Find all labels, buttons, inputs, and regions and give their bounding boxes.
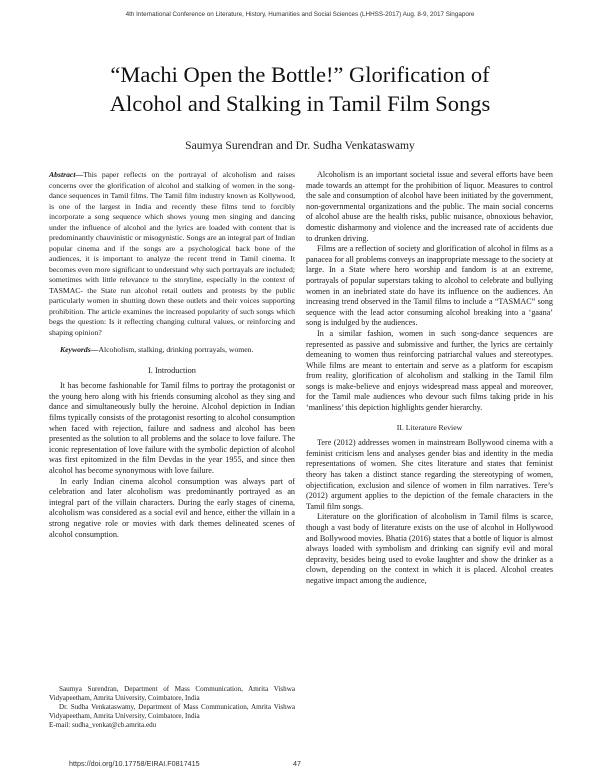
- right-column: [306, 170, 553, 587]
- page-number: 47: [293, 759, 301, 768]
- doi-link[interactable]: https://doi.org/10.17758/EIRAI.F0817415: [69, 759, 200, 768]
- footnote-email: E-mail: sudha_venkat@cb.amrita.edu: [49, 721, 157, 730]
- keywords-text: Alcoholism, stalking, drinking portrayals, women.: [98, 345, 254, 354]
- paragraph: In early Indian cinema alcohol consumption was always part of celebration and later alcoholism was predominantly portrayed as an integral part of the villain characters. During the early stages of cinema, alcoholism was considered as a social evil and hence, either the villain in a strong negative role or movies with dark themes delineated scenes of alcohol consumption.: [49, 476, 295, 539]
- abstract-text: This paper reflects on the portrayal of alcoholism and raises concerns over the glorification of alcohol and stalking of women in the song-dance sequences in Tamil films. The Tamil film industry known as Kollywood, is one of the largest in India and recently these films tend to forcibly incorporate a song sequence which shows young men singing and dancing under the influence of alcohol and the lyrics are loaded with content that is predominantly chauvinistic or misogynistic. Songs are an integral part of Indian popular cinema and if the songs are a psychological back bone of the audiences, it is important to analyze the recent trend in Tamil cinema. It becomes even more significant to understand why such portrayals are included; sometimes with little relevance to the storyline, especially in the context of TASMAC- the State run alcohol retail outlets and protests by the public particularly women in shutting down these outlets and their voices supporting prohibition. The article examines the increased popularity of such songs which begs the question: Is it reflecting changing cultural values, or reinforcing and shaping opinion?: [49, 170, 295, 337]
- footnote-author-2: Dr. Sudha Venkataswamy, Department of Mass Communication, Amrita Vishwa Vidyapeetham, Amrita University, Coimbatore, India: [49, 703, 295, 721]
- running-header: 4th International Conference on Literature, History, Humanities and Social Sciences (LHHSS-2017) Aug. 8-9, 2017 Singapore: [125, 11, 475, 18]
- section-heading-literature-review: II. Literature Review: [396, 422, 463, 432]
- author-footnotes: [49, 685, 295, 730]
- keywords: [49, 345, 295, 356]
- paragraph: Alcoholism is an important societal issue and several efforts have been made towards an attempt for the prohibition of liquor. Measures to control the sale and consumption of alcohol have been initiated by the government, non-governmental organizations and the public. The main social concerns of alcohol abuse are the health risks, public nuisance, obnoxious behavior, domestic disharmony and violence and the increased rate of accidents due to drunken driving.: [306, 170, 553, 243]
- left-column: [49, 170, 295, 540]
- title-line-1: “Machi Open the Bottle!” Glorification of: [110, 62, 490, 87]
- section-heading-introduction: I. Introduction: [148, 365, 196, 375]
- title-line-2: Alcohol and Stalking in Tamil Film Songs: [109, 91, 491, 116]
- abstract: [49, 170, 295, 338]
- keywords-label: Keywords—: [60, 345, 99, 354]
- abstract-label: Abstract—: [49, 170, 84, 179]
- footnote-author-1: Saumya Surendran, Department of Mass Communication, Amrita Vishwa Vidyapeetham, Amrita University, Coimbatore, India: [49, 685, 295, 703]
- author-line: Saumya Surendran and Dr. Sudha Venkataswamy: [185, 139, 415, 152]
- paragraph: Tere (2012) addresses women in mainstream Bollywood cinema with a feminist criticism lens and analyses gender bias and identity in the media representations of women. She cites literature and states that feminist theory has taken a distinct stance regarding the stereotyping of women, objectification, exclusion and silence of women in film narratives. Tere’s (2012) argument applies to the depiction of the female characters in the Tamil film songs.: [306, 438, 553, 511]
- paragraph: In a similar fashion, women in such song-dance sequences are represented as passive and submissive and further, the lyrics are certainly demeaning to women thus reinforcing patriarchal values and stereotypes. While films are meant to entertain and serve as a platform for escapism from reality, glorification of alcoholism and stalking in the Tamil film songs is make-believe and enjoys widespread mass appeal and moreover, for the Tamil male audiences who devour such films taking pride in his ‘manliness’ this depiction highlights gender hierarchy.: [306, 328, 553, 413]
- paragraph: It has become fashionable for Tamil films to portray the protagonist or the young hero along with his friends consuming alcohol as they sing and dance and simultaneously bully the heroine. Alcohol depiction in Indian films typically consists of the protagonist resorting to alcohol consumption when faced with rejection, failure and sadness and alcohol has been presented as the solution to all problems and the solace to love failure. The iconic representation of love failure with the symbolic depiction of alcohol was first epitomized in the film Devdas in the year 1955, and since then alcohol has become synonymous with love failure.: [49, 381, 295, 475]
- paragraph: Films are a reflection of society and glorification of alcohol in films as a panacea for all problems conveys an inappropriate message to the society at large. In a State where hero worship and fandom is at an extreme, portrayals of popular superstars taking to alcohol to celebrate and bullying women in an inebriated state do have its influence on the audiences. An increasing trend observed in the Tamil films to include a “TASMAC” song sequence with the lead actor consuming alcohol breaking into a ‘gaana’ song is indulged by the audiences.: [306, 244, 553, 328]
- paragraph: Literature on the glorification of alcoholism in Tamil films is scarce, though a vast body of literature exists on the use of alcohol in Hollywood and Bollywood movies. Bhatia (2016) states that a bottle of liquor is almost always loaded with symbolism and drinking can signify evil and moral depravity, besides being used to evoke laughter and show the drinker as a clown, depending on the context in which it is placed. Alcohol creates negative impact among the audience,: [306, 512, 553, 585]
- paper-title: [40, 60, 560, 118]
